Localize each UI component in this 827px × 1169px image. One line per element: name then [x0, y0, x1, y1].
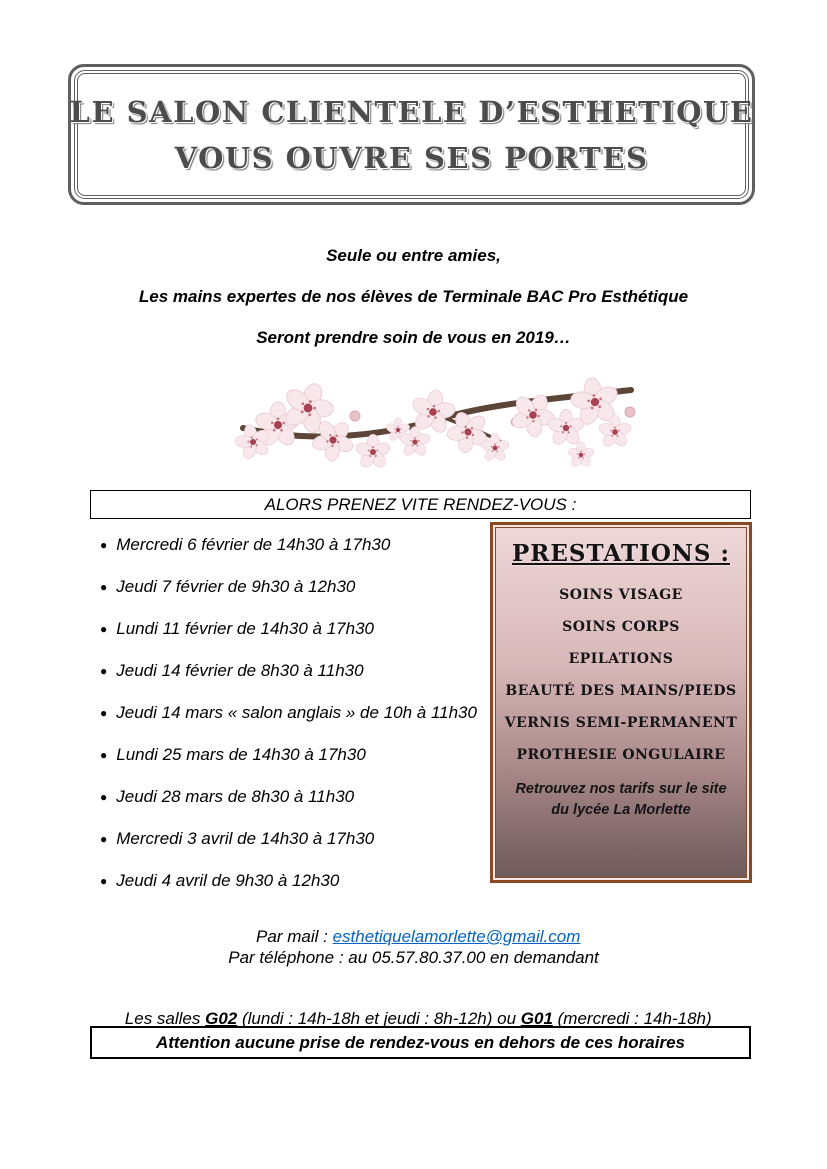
page-title-line2: VOUS OUVRE SES PORTES: [174, 140, 649, 175]
prestation-item: PROTHESIE ONGULAIRE: [516, 747, 726, 763]
prestations-title: PRESTATIONS :: [511, 540, 731, 567]
warning-box: [90, 1026, 751, 1059]
prestation-item: SOINS CORPS: [562, 619, 680, 635]
appointment-list: [100, 534, 500, 912]
appointment-item: ● Jeudi 14 mars « salon anglais » de 10h à 11h30: [100, 702, 500, 724]
prestations-footnote: Retrouvez nos tarifs sur le site du lycée La Morlette: [515, 781, 727, 818]
title-box-mid-border: [69, 70, 754, 199]
title-box: [68, 64, 755, 205]
rooms-mid: (lundi : 14h-18h et jeudi : 8h-12h) ou: [237, 1009, 521, 1028]
cherry-blossom-image: [183, 370, 645, 475]
room-g01: G01: [520, 1009, 553, 1028]
room-g02: G02: [205, 1009, 238, 1028]
appointment-item: ● Jeudi 4 avril de 9h30 à 12h30: [100, 870, 500, 892]
rooms-line: [0, 989, 827, 1029]
title-box-inner-border: [69, 73, 754, 196]
appointment-item: ● Lundi 25 mars de 14h30 à 17h30: [100, 744, 500, 766]
prestation-item: BEAUTÉ DES MAINS/PIEDS: [505, 683, 737, 699]
appointment-item: ● Lundi 11 février de 14h30 à 17h30: [100, 618, 500, 640]
email-link[interactable]: esthetiquelamorlette@gmail.com: [332, 927, 581, 946]
contact-phone-line: Par téléphone : au 05.57.80.37.00 en demandant: [228, 948, 599, 967]
appointment-item: ● Mercredi 3 avril de 14h30 à 17h30: [100, 828, 500, 850]
prestation-item: VERNIS SEMI-PERMANENT: [504, 715, 738, 731]
rooms-prefix: Les salles: [124, 1009, 206, 1028]
intro-line-3: Seront prendre soin de vous en 2019…: [256, 328, 571, 347]
page-title-line1: LE SALON CLIENTELE D’ESTHETIQUE: [69, 94, 754, 129]
prestations-panel: [490, 522, 752, 883]
appointment-item: ● Jeudi 28 mars de 8h30 à 11h30: [100, 786, 500, 808]
intro-line-2: Les mains expertes de nos élèves de Terminale BAC Pro Esthétique: [138, 287, 689, 306]
prestation-item: SOINS VISAGE: [559, 587, 683, 603]
appointments-header-box: [90, 490, 751, 519]
appointments-header-label: ALORS PRENEZ VITE RENDEZ-VOUS :: [264, 494, 577, 514]
rooms-suffix: (mercredi : 14h-18h): [552, 1009, 712, 1028]
contact-mail-line: [0, 907, 827, 947]
intro-line-1: Seule ou entre amies,: [326, 246, 501, 265]
warning-label: Attention aucune prise de rendez-vous en dehors de ces horaires: [155, 1032, 686, 1052]
prestation-item: EPILATIONS: [568, 651, 674, 667]
prestations-panel-inner: [495, 527, 747, 878]
appointment-item: ● Jeudi 7 février de 9h30 à 12h30: [100, 576, 500, 598]
mail-label: Par mail :: [256, 927, 333, 946]
appointment-item: ● Mercredi 6 février de 14h30 à 17h30: [100, 534, 500, 556]
appointment-item: ● Jeudi 14 février de 8h30 à 11h30: [100, 660, 500, 682]
